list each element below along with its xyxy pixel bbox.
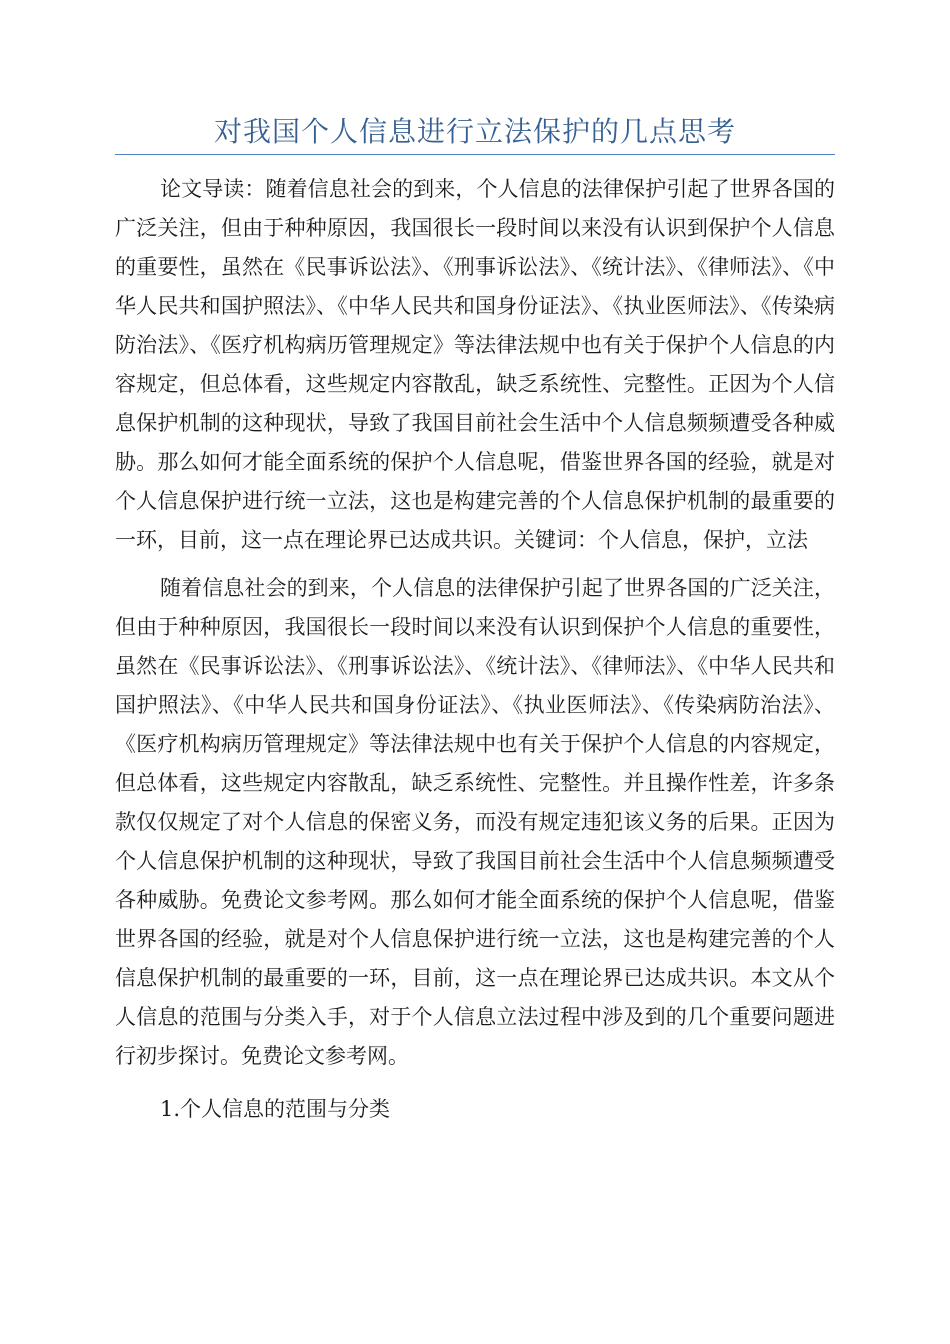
document-title: 对我国个人信息进行立法保护的几点思考 — [213, 115, 736, 148]
section-heading: 1.个人信息的范围与分类 — [160, 1097, 391, 1121]
document-body — [115, 170, 835, 1138]
abstract-paragraph: 论文导读：随着信息社会的到来，个人信息的法律保护引起了世界各国的广泛关注，但由于种种原因，我国很长一段时间以来没有认识到保护个人信息的重要性，虽然在《民事诉讼法》、《刑事诉讼法》、《统计法》、《律师法》、《中华人民共和国护照法》、《中华人民共和国身份证法》、《执业医师法》、《传染病防治法》、《医疗机构病历管理规定》等法律法规中也有关于保护个人信息的内容规定，但总体看，这些规定内容散乱，缺乏系统性、完整性。正因为个人信息保护机制的这种现状，导致了我国目前社会生活中个人信息频频遭受各种威胁。那么如何才能全面系统的保护个人信息呢，借鉴世界各国的经验，就是对个人信息保护进行统一立法，这也是构建完善的个人信息保护机制的最重要的一环，目前，这一点在理论界已达成共识。关键词：个人信息，保护，立法 — [115, 177, 835, 552]
title-underline — [115, 154, 835, 155]
intro-paragraph: 随着信息社会的到来，个人信息的法律保护引起了世界各国的广泛关注，但由于种种原因，我国很长一段时间以来没有认识到保护个人信息的重要性，虽然在《民事诉讼法》、《刑事诉讼法》、《统计法》、《律师法》、《中华人民共和国护照法》、《中华人民共和国身份证法》、《执业医师法》、《传染病防治法》、《医疗机构病历管理规定》等法律法规中也有关于保护个人信息的内容规定，但总体看，这些规定内容散乱，缺乏系统性、完整性。并且操作性差，许多条款仅仅规定了对个人信息的保密义务，而没有规定违犯该义务的后果。正因为个人信息保护机制的这种现状，导致了我国目前社会生活中个人信息频频遭受各种威胁。免费论文参考网。那么如何才能全面系统的保护个人信息呢，借鉴世界各国的经验，就是对个人信息保护进行统一立法，这也是构建完善的个人信息保护机制的最重要的一环，目前，这一点在理论界已达成共识。本文从个人信息的范围与分类入手，对于个人信息立法过程中涉及到的几个重要问题进行初步探讨。免费论文参考网。 — [115, 576, 835, 1068]
